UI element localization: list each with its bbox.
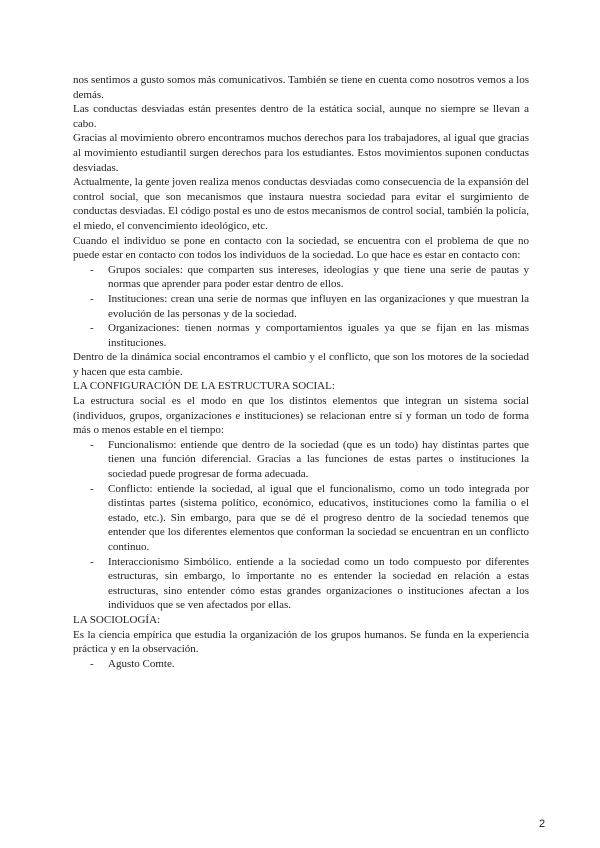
list-item-text: Instituciones: crean una serie de normas que influyen en las organizaciones y que muestran la evolución de las personas y de la sociedad. [108, 292, 529, 320]
paragraph-dinamica-social: Dentro de la dinámica social encontramos el cambio y el conflicto, que son los motores de la sociedad y hacen que esta cambie. [73, 351, 529, 378]
list-item-text: Agusto Comte. [108, 657, 175, 670]
paragraph-conductas-desviadas: Las conductas desviadas están presentes dentro de la estática social, aunque no siempre se llevan a cabo. [73, 103, 529, 130]
dash-bullet: - [90, 657, 94, 670]
dash-bullet: - [90, 555, 94, 568]
list-item-text: Organizaciones: tienen normas y comportamientos iguales ya que se fijan en las mismas instituciones. [108, 322, 529, 349]
list-item [73, 263, 529, 292]
paragraph-estructura-social: La estructura social es el modo en que los distintos elementos que integran un sistema social (individuos, grupos, organizaciones e instituciones) se relacionan entre sí y forman un todo de forma más o menos estable en el tiempo: [73, 395, 529, 437]
list-item [73, 292, 529, 321]
heading-configuracion: LA CONFIGURACIÓN DE LA ESTRUCTURA SOCIAL: [73, 380, 335, 393]
dash-bullet: - [90, 292, 94, 305]
document-page [73, 73, 529, 671]
dash-bullet: - [90, 482, 94, 495]
paragraph-movimiento-obrero: Gracias al movimiento obrero encontramos muchos derechos para los trabajadores, al igual que gracias al movimiento estudiantil surgen derechos para los estudiantes. Estos movimientos suponen conductas desviadas. [73, 132, 529, 174]
list-item-text: Grupos sociales: que comparten sus intereses, ideologías y que tiene una serie de pautas y normas que aprender para poder estar dentro de ellos. [108, 263, 529, 291]
list-item [73, 438, 529, 482]
list-autores [73, 657, 529, 672]
heading-sociologia: LA SOCIOLOGÍA: [73, 613, 161, 626]
list-item [73, 555, 529, 613]
list-contacto [73, 263, 529, 351]
paragraph-control-social: Actualmente, la gente joven realiza menos conductas desviadas como consecuencia de la expansión del control social, que son mecanismos que instaura nuestra sociedad para evitar el surgimiento de conductas desviadas. El código postal es uno de estos mecanismos de control social, también la policía, el miedo, el convencimiento ideológico, etc. [73, 176, 529, 232]
list-item-text: Conflicto: entiende la sociedad, al igual que el funcionalismo, como un todo integrada por distintas partes (sistema político, económico, educativos, instituciones como la familia o el estado, etc.). Sin embargo, para que se dé el progreso dentro de la sociedad tenemos que entender que los diferentes elementos que conforman la sociedad se encuentran en un conflicto continuo. [108, 482, 529, 553]
list-item-text: Funcionalismo: entiende que dentro de la sociedad (que es un todo) hay distintas partes que tienen una función diferencial. Gracias a las funciones de estas partes o instituciones la sociedad puede progresar de forma adecuada. [108, 438, 529, 481]
list-item-text: Interaccionismo Simbólico. entiende a la sociedad como un todo compuesto por diferentes estructuras, sin embargo, lo importante no es entender la sociedad en relación a estas estructuras, sino entender cómo estas grandes organizaciones o instituciones afectan a los individuos que se ven afectados por ellas. [108, 555, 529, 612]
page-number: 2 [539, 818, 546, 830]
paragraph-individuo-contacto: Cuando el individuo se pone en contacto con la sociedad, se encuentra con el problema de que no puede estar en contacto con todos los individuos de la sociedad. Lo que hace es estar en contacto con: [73, 234, 529, 262]
paragraph-gusto: nos sentimos a gusto somos más comunicativos. También se tiene en cuenta como nosotros vemos a los demás. [73, 74, 529, 101]
dash-bullet: - [90, 438, 94, 451]
list-teorias [73, 438, 529, 613]
list-item [73, 482, 529, 555]
dash-bullet: - [90, 263, 94, 276]
list-item [73, 321, 529, 350]
paragraph-sociologia: Es la ciencia empírica que estudia la organización de los grupos humanos. Se funda en la experiencia práctica y en la observación. [73, 628, 529, 656]
list-item [73, 657, 529, 672]
dash-bullet: - [90, 322, 94, 335]
